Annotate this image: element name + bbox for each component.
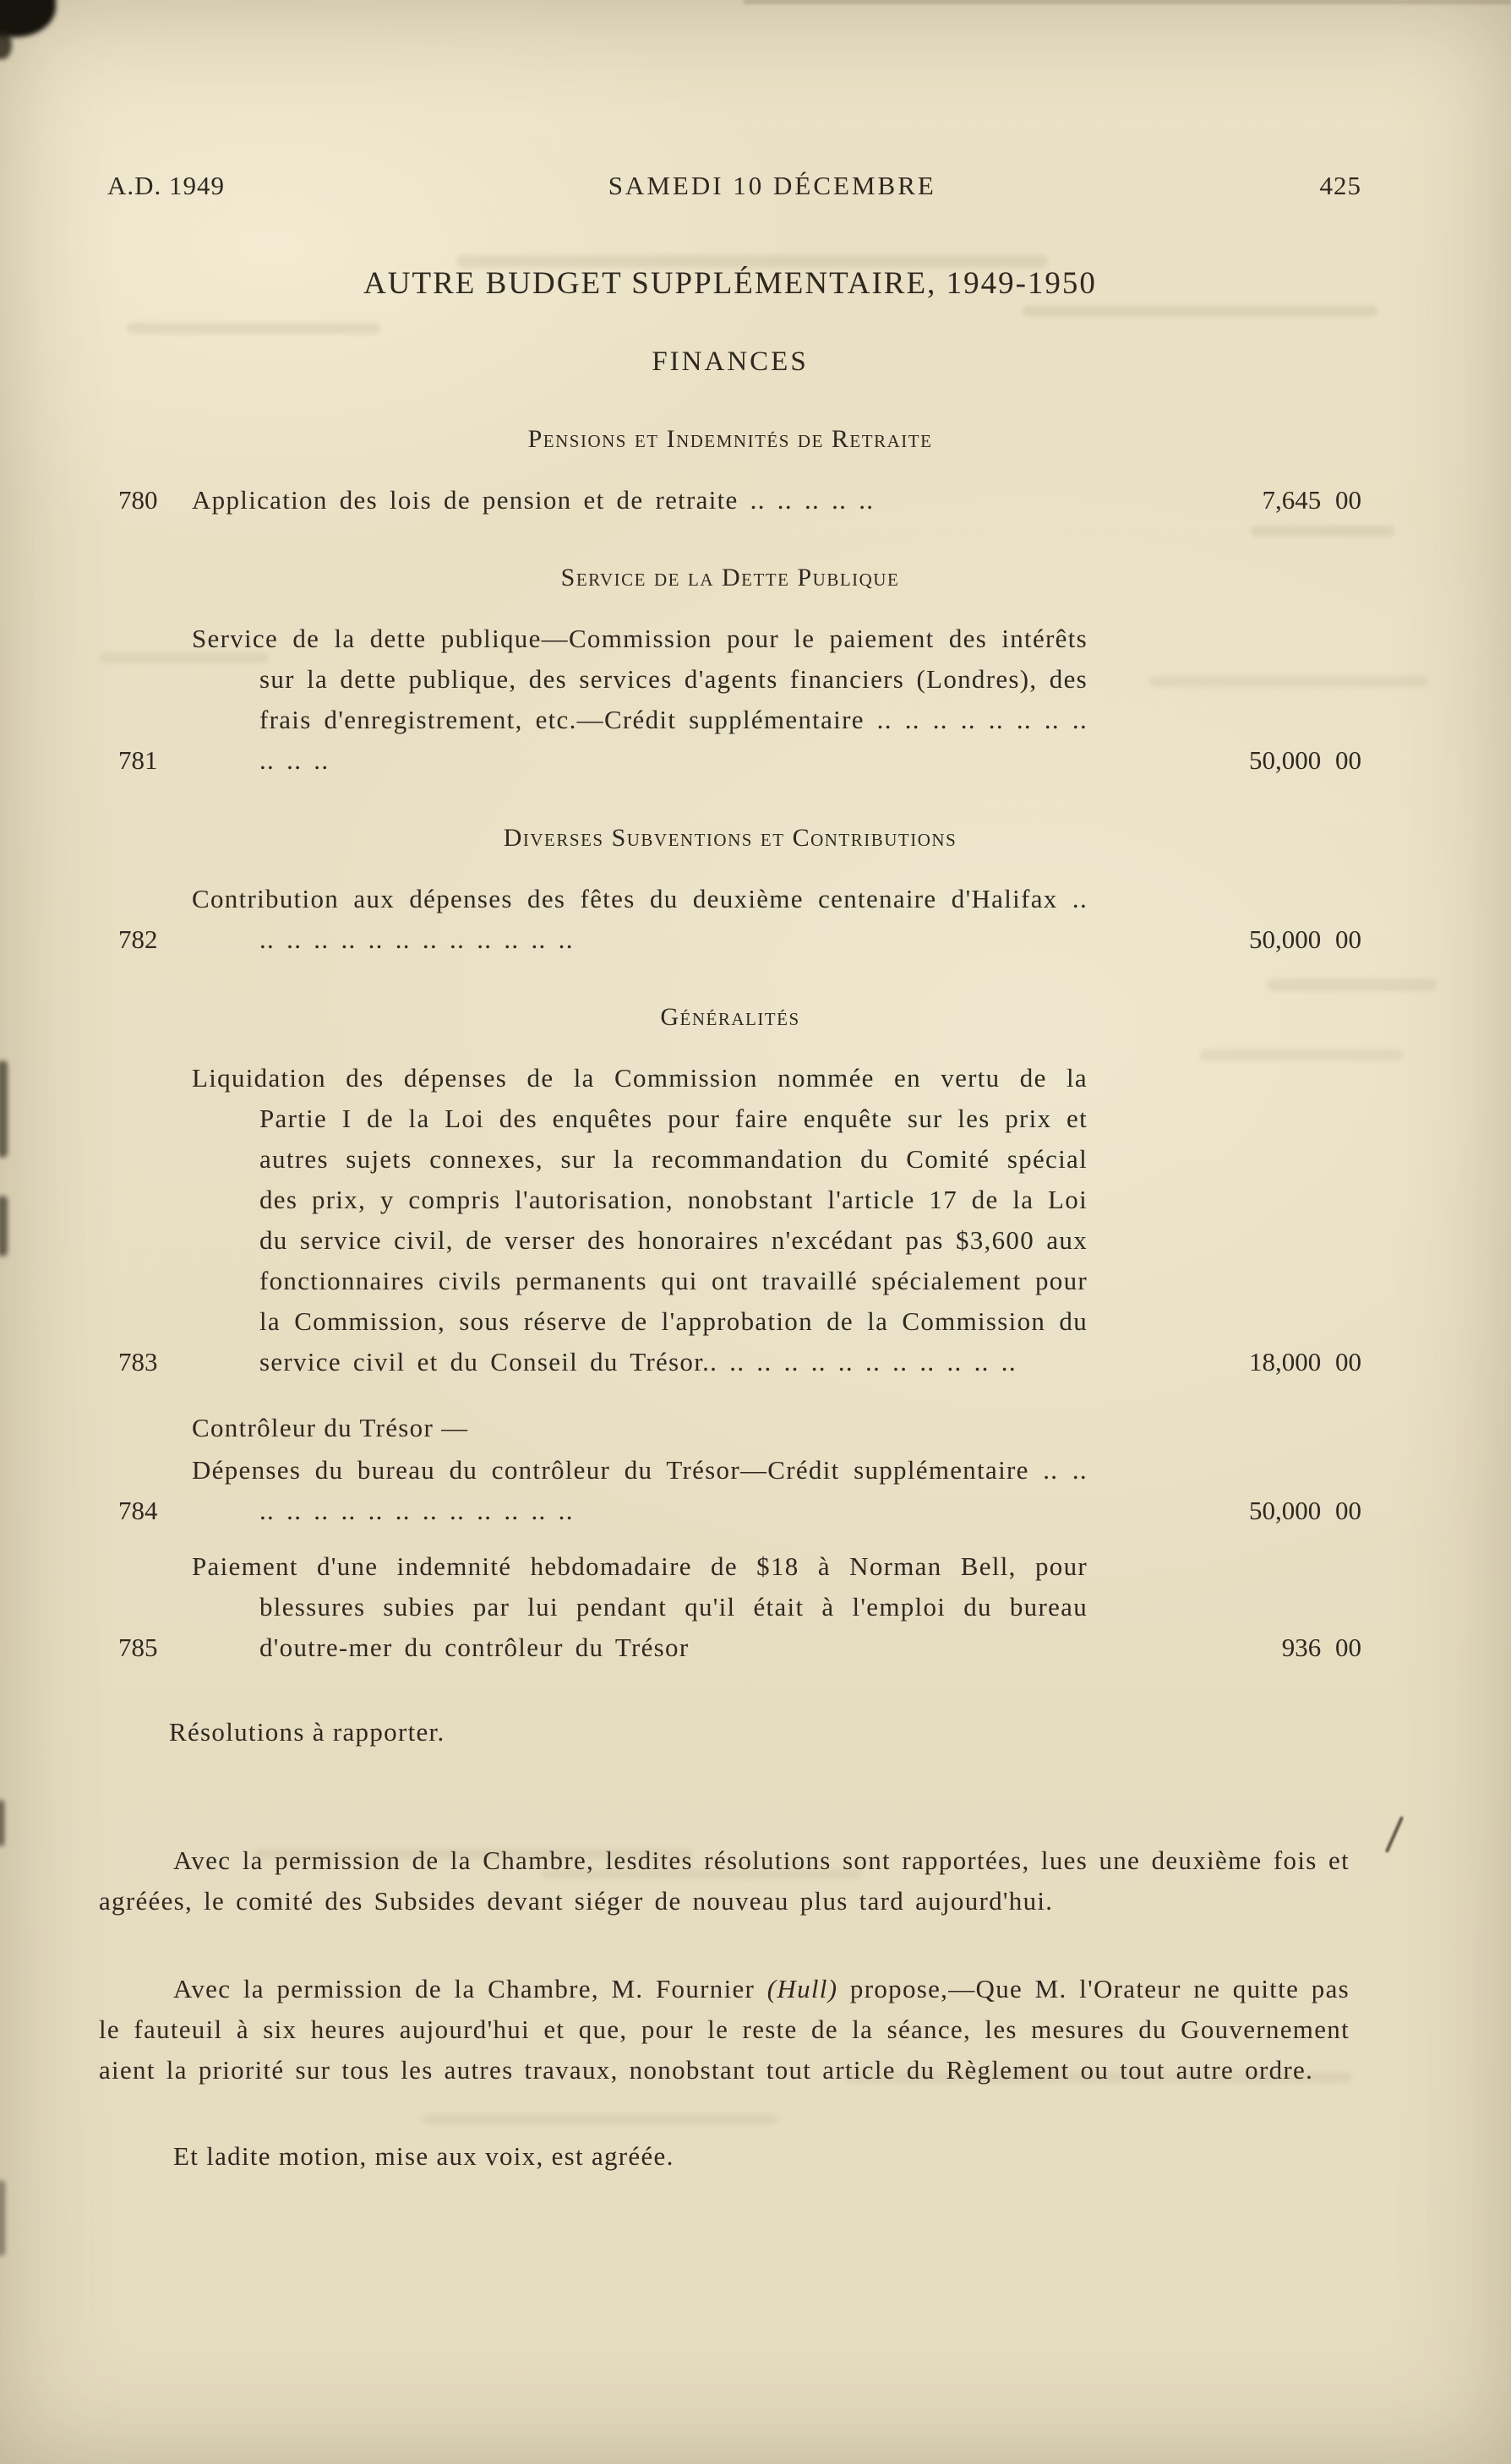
item-amount: 18,000 00 (1249, 1347, 1361, 1376)
item-number: 781 (118, 745, 158, 775)
paragraph-resolutions: Avec la permission de la Chambre, lesdites résolutions sont rapportées, lues une deuxième fois et agréées, le comité des Subsides devant siéger de nouveau plus tard aujourd'hui. (99, 1845, 1350, 1916)
item-text: Paiement d'une indemnité hebdomadaire de $18 à Norman Bell, pour blessures subies par lui pendant qu'il était à l'emploi du bureau d'outre-mer du contrôleur du Trésor (192, 1551, 1088, 1662)
item-text: Dépenses du bureau du contrôleur du Trésor—Crédit supplémentaire .. .. .. .. .. .. .. .. .. .. .. .. .. .. (192, 1455, 1088, 1525)
item-amount: 936 00 (1281, 1633, 1361, 1662)
item-text: Contribution aux dépenses des fêtes du deuxième centenaire d'Halifax .. .. .. .. .. .. .. .. .. .. .. .. .. (192, 884, 1088, 954)
item-amount: 50,000 00 (1249, 745, 1361, 775)
item-number: 785 (118, 1633, 158, 1662)
running-header (99, 166, 1361, 206)
section-heading-pensions: Pensions et Indemnités de Retraite (527, 425, 933, 453)
section-heading-dette-publique: Service de la Dette Publique (560, 564, 900, 591)
closing-line: Et ladite motion, mise aux voix, est agréée. (173, 2141, 674, 2171)
budget-item-783 (118, 1058, 1361, 1382)
controller-lead-line: Contrôleur du Trésor — (192, 1413, 469, 1442)
item-number: 783 (118, 1347, 158, 1376)
item-number: 784 (118, 1496, 158, 1525)
header-date: SAMEDI 10 DÉCEMBRE (608, 171, 936, 200)
page-number: 425 (1319, 171, 1361, 200)
scan-edge-streak (0, 2180, 5, 2256)
budget-item-781 (118, 619, 1361, 781)
item-text: Service de la dette publique—Commission pour le paiement des intérêts sur la dette publique, des services d'agents financiers (Londres), des frais d'enregistrement, etc.—Crédit supplémentaire .. .. .. .. .. .. .. .. .. .. .. (192, 624, 1088, 775)
section-heading-subventions: Diverses Subventions et Contributions (503, 824, 957, 852)
item-number: 780 (118, 485, 158, 515)
budget-item-782 (118, 879, 1361, 960)
header-year: A.D. 1949 (107, 171, 226, 200)
resolutions-note: Résolutions à rapporter. (169, 1717, 445, 1747)
budget-item-780 (118, 480, 1361, 521)
paragraph-motion-after: propose,—Que M. l'Orateur ne quitte pas le fauteuil à six heures aujourd'hui et que, pour le reste de la séance, les mesures du Gouvernement aient la priorité sur tous les autres travaux, nonobstant tout article du Règlement ou tout autre ordre. (99, 1974, 1350, 2085)
budget-item-784 (118, 1450, 1361, 1531)
motion-constituency-italic: (Hull) (766, 1974, 838, 2003)
item-number: 782 (118, 924, 158, 954)
document-subtitle: FINANCES (652, 346, 809, 377)
budget-item-785 (118, 1546, 1361, 1668)
item-text: Application des lois de pension et de retraite .. .. .. .. .. (192, 485, 875, 515)
item-amount: 7,645 00 (1262, 485, 1361, 515)
item-amount: 50,000 00 (1249, 1496, 1361, 1525)
item-amount: 50,000 00 (1249, 924, 1361, 954)
item-text: Liquidation des dépenses de la Commission nommée en vertu de la Partie I de la Loi des enquêtes pour faire enquête sur les prix et autres sujets connexes, sur la recommandation du Comité spécial des prix, y compris l'autorisation, nonobstant l'article 17 de la Loi du service civil, de verser des honoraires n'excédant pas $3,600 aux fonctionnaires civils permanents qui ont travaillé spécialement pour la Commission, sous réserve de l'approbation de la Commission du service civil et du Conseil du Trésor.. .. .. .. .. .. .. .. .. .. .. .. (192, 1063, 1088, 1376)
paragraph-motion (99, 1969, 1350, 2091)
document-title: AUTRE BUDGET SUPPLÉMENTAIRE, 1949-1950 (363, 266, 1097, 301)
paragraph-motion-before: Avec la permission de la Chambre, M. Fournier (173, 1974, 767, 2003)
section-heading-generalites: Généralités (660, 1003, 800, 1031)
